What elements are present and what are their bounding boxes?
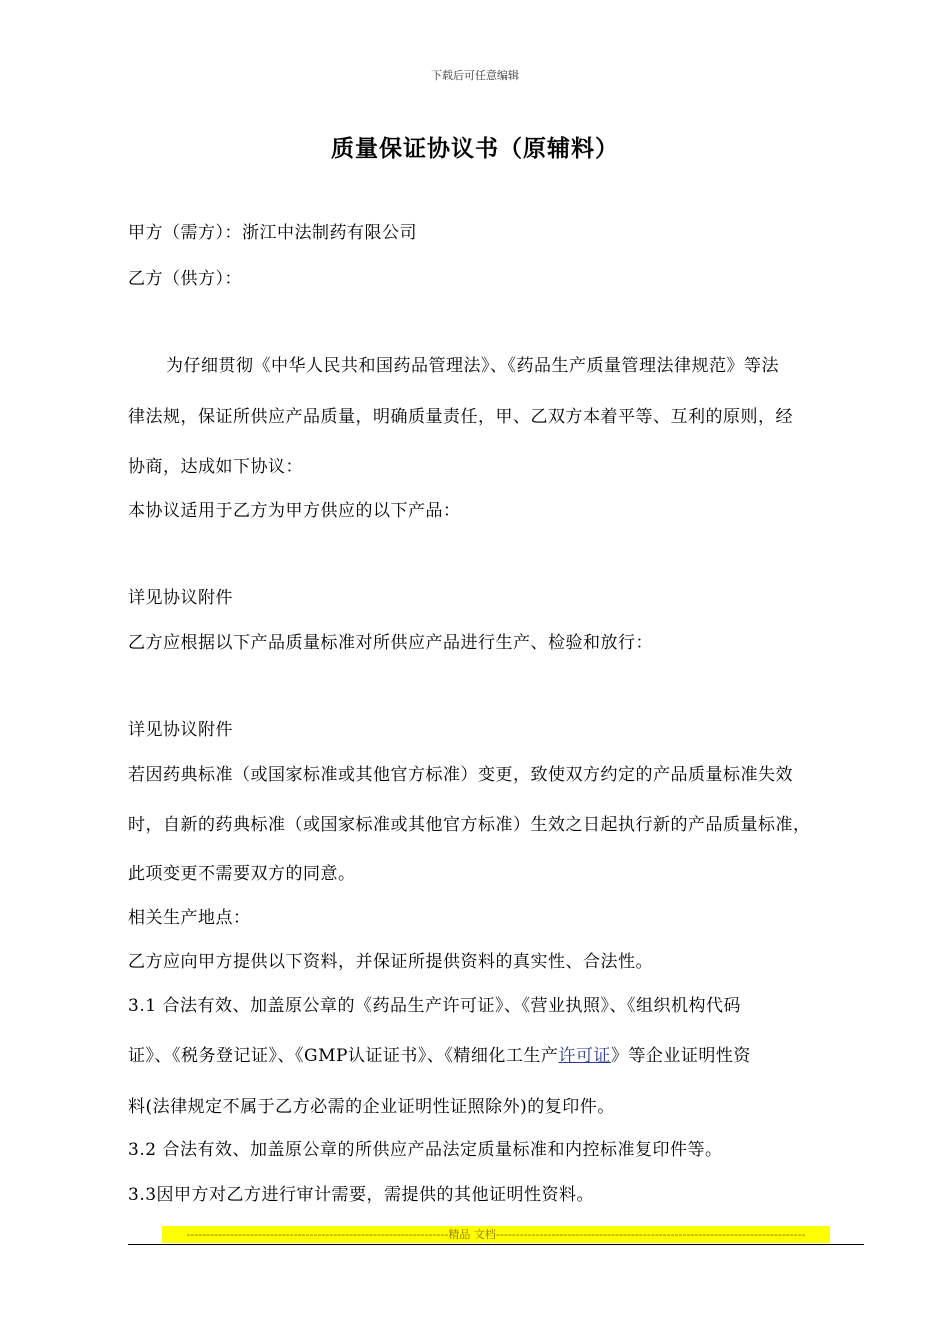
document-title: 质量保证协议书（原辅料）: [331, 135, 619, 162]
item-3-1-line-2: [128, 1041, 751, 1066]
footer-rule: [128, 1244, 864, 1245]
party-a-line: 甲方（需方）：浙江中法制药有限公司: [128, 223, 417, 243]
item-3-1-line-1: 3.1 合法有效、加盖原公章的《药品生产许可证》、《营业执照》、《组织机构代码: [128, 996, 741, 1016]
item-3-1-line-3: 料(法律规定不属于乙方必需的企业证明性证照除外)的复印件。: [128, 1097, 615, 1117]
footer-banner: ------------------------------------------------------------------精品 文档------------------------------------------------------------------------------: [162, 1226, 830, 1243]
scope-line: 本协议适用于乙方为甲方供应的以下产品：: [128, 501, 461, 521]
item-3-1-text-b: 》等企业证明性资: [610, 1046, 751, 1066]
item-3-3-line: 3.3因甲方对乙方进行审计需要，需提供的其他证明性资料。: [128, 1185, 595, 1205]
see-attachment-2: 详见协议附件: [128, 720, 233, 740]
preamble-line-2: 律法规，保证所供应产品质量，明确质量责任，甲、乙双方本着平等、互利的原则，经: [128, 407, 793, 427]
standard-line: 乙方应根据以下产品质量标准对所供应产品进行生产、检验和放行：: [128, 633, 653, 653]
item-3-2-line: 3.2 合法有效、加盖原公章的所供应产品法定质量标准和内控标准复印件等。: [128, 1140, 723, 1160]
license-link[interactable]: 许可证: [558, 1046, 611, 1066]
header-note: 下载后可任意编辑: [431, 69, 519, 82]
documents-line: 乙方应向甲方提供以下资料，并保证所提供资料的真实性、合法性。: [128, 952, 653, 972]
preamble-line-3: 协商，达成如下协议：: [128, 457, 303, 477]
see-attachment-1: 详见协议附件: [128, 588, 233, 608]
change-line-2: 时，自新的药典标准（或国家标准或其他官方标准）生效之日起执行新的产品质量标准，: [128, 815, 811, 835]
party-b-line: 乙方（供方）：: [128, 269, 242, 289]
change-line-1: 若因药典标准（或国家标准或其他官方标准）变更，致使双方约定的产品质量标准失效: [128, 765, 793, 785]
change-line-3: 此项变更不需要双方的同意。: [128, 864, 356, 884]
item-3-1-text-a: 证》、《税务登记证》、《GMP认证证书》、《精细化工生产: [128, 1046, 559, 1066]
production-site-line: 相关生产地点：: [128, 908, 251, 928]
preamble-line-1: 为仔细贯彻《中华人民共和国药品管理法》、《药品生产质量管理法律规范》等法: [166, 356, 779, 376]
